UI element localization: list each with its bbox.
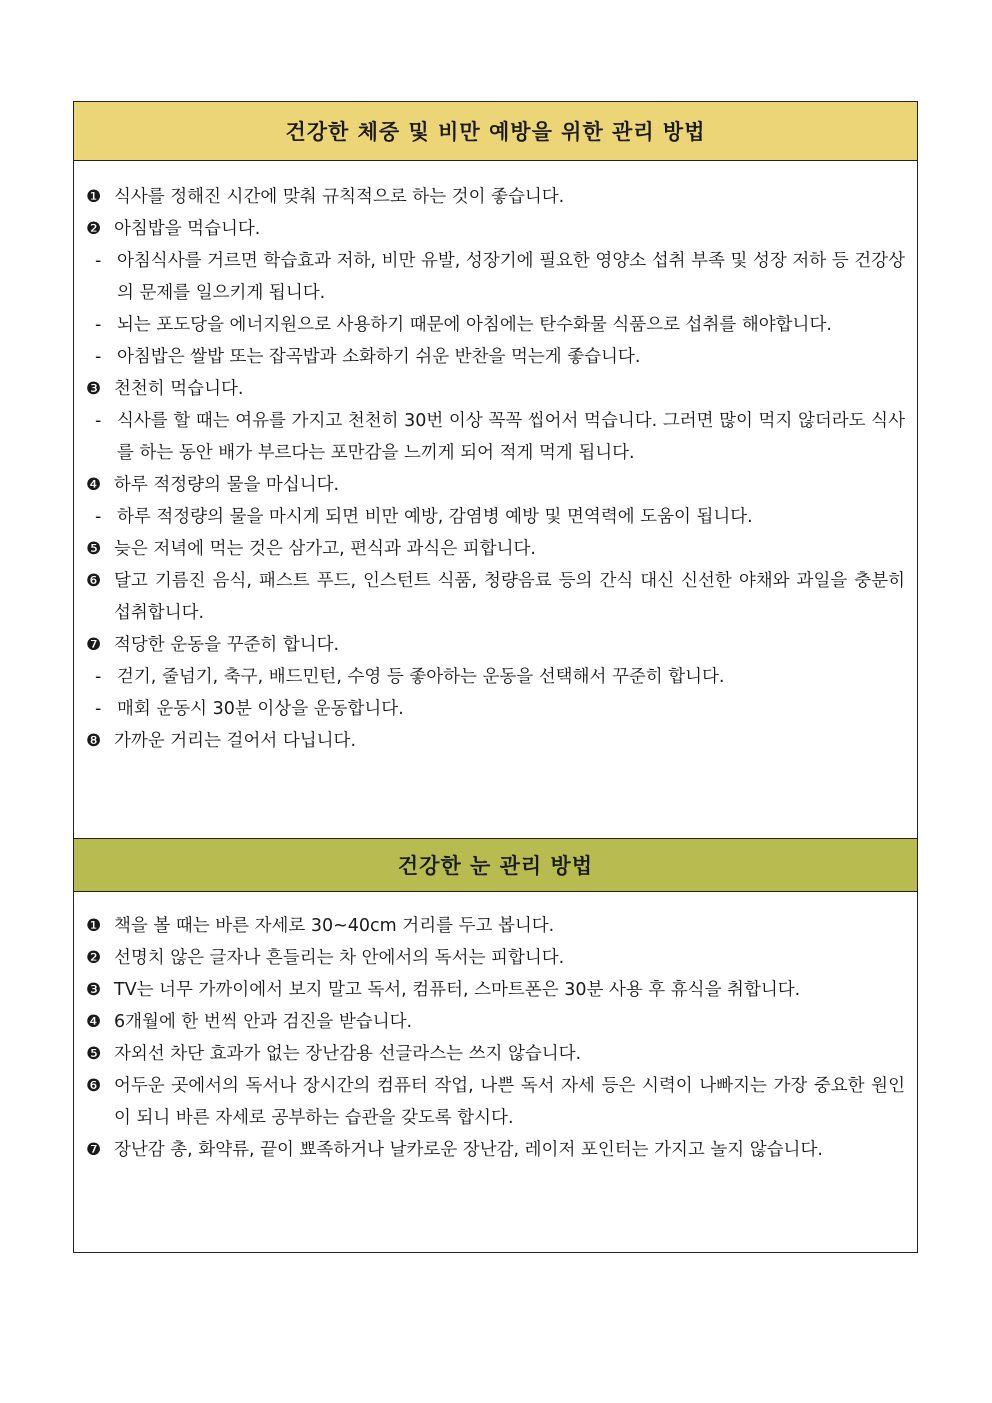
item-text: 자외선 차단 효과가 없는 장난감용 선글라스는 쓰지 않습니다. [114, 1044, 582, 1064]
item-text: 선명치 않은 글자나 흔들리는 차 안에서의 독서는 피합니다. [114, 948, 565, 968]
sub-item [86, 245, 905, 309]
item-text: 식사를 정해진 시간에 맞춰 규칙적으로 하는 것이 좋습니다. [114, 187, 565, 207]
item-text: 아침밥을 먹습니다. [114, 219, 261, 239]
item-text: 적당한 운동을 꾸준히 합니다. [114, 635, 340, 655]
item-number: ❻ [86, 571, 102, 591]
list-item [86, 1070, 905, 1134]
sub-item [86, 341, 905, 373]
item-number: ❼ [86, 1140, 102, 1160]
dash-marker: - [95, 699, 102, 719]
eye-section-title: 건강한 눈 관리 방법 [74, 838, 917, 892]
item-number: ❸ [86, 379, 102, 399]
item-number: ❹ [86, 1012, 102, 1032]
item-text: 책을 볼 때는 바른 자세로 30~40cm 거리를 두고 봅니다. [114, 916, 555, 936]
dash-marker: - [95, 251, 102, 271]
sub-item [86, 661, 905, 693]
item-text: 장난감 총, 화약류, 끝이 뾰족하거나 날카로운 장난감, 레이저 포인터는 가지고 놀지 않습니다. [114, 1140, 823, 1160]
item-number: ❻ [86, 1076, 102, 1096]
item-number: ❺ [86, 1044, 102, 1064]
weight-section-body [74, 161, 917, 838]
sub-item-text: 뇌는 포도당을 에너지원으로 사용하기 때문에 아침에는 탄수화물 식품으로 섭취를 해야합니다. [117, 315, 832, 335]
item-text: 하루 적정량의 물을 마십니다. [114, 475, 340, 495]
item-text: 어두운 곳에서의 독서나 장시간의 컴퓨터 작업, 나쁜 독서 자세 등은 시력이 나빠지는 가장 중요한 원인이 되니 바른 자세로 공부하는 습관을 갖도록 합시다. [114, 1076, 905, 1128]
item-text: 늦은 저녁에 먹는 것은 삼가고, 편식과 과식은 피합니다. [114, 539, 536, 559]
list-item [86, 565, 905, 629]
item-number: ❶ [86, 187, 102, 207]
item-number: ❷ [86, 219, 102, 239]
item-number: ❼ [86, 635, 102, 655]
sub-item-text: 매회 운동시 30분 이상을 운동합니다. [117, 699, 404, 719]
list-item [86, 1134, 905, 1166]
dash-marker: - [95, 507, 102, 527]
sub-item-text: 아침식사를 거르면 학습효과 저하, 비만 유발, 성장기에 필요한 영양소 섭취 부족 및 성장 저하 등 건강상의 문제를 일으키게 됩니다. [117, 251, 905, 303]
item-number: ❽ [86, 731, 102, 751]
item-text: 천천히 먹습니다. [114, 379, 244, 399]
dash-marker: - [95, 347, 102, 367]
list-item [86, 213, 905, 245]
item-text: 가까운 거리는 걸어서 다닙니다. [114, 731, 357, 751]
sub-item [86, 501, 905, 533]
item-number: ❸ [86, 980, 102, 1000]
item-text: 6개월에 한 번씩 안과 검진을 받습니다. [114, 1012, 413, 1032]
list-item [86, 942, 905, 974]
dash-marker: - [95, 411, 102, 431]
sub-item [86, 405, 905, 469]
sub-item [86, 309, 905, 341]
dash-marker: - [95, 315, 102, 335]
list-item [86, 629, 905, 661]
list-item [86, 974, 905, 1006]
sub-item-text: 아침밥은 쌀밥 또는 잡곡밥과 소화하기 쉬운 반찬을 먹는게 좋습니다. [117, 347, 641, 367]
item-text: TV는 너무 가까이에서 보지 말고 독서, 컴퓨터, 스마트폰은 30분 사용 후 휴식을 취합니다. [114, 980, 801, 1000]
sub-item-text: 식사를 할 때는 여유를 가지고 천천히 30번 이상 꼭꼭 씹어서 먹습니다. 그러면 많이 먹지 않더라도 식사를 하는 동안 배가 부르다는 포만감을 느끼게 되어 적게 먹게 됩니다. [117, 411, 905, 463]
list-item [86, 533, 905, 565]
item-number: ❺ [86, 539, 102, 559]
list-item [86, 910, 905, 942]
list-item [86, 725, 905, 757]
list-item [86, 469, 905, 501]
eye-section-body [74, 892, 917, 1252]
dash-marker: - [95, 667, 102, 687]
item-text: 달고 기름진 음식, 패스트 푸드, 인스턴트 식품, 청량음료 등의 간식 대신 신선한 야채와 과일을 충분히 섭취합니다. [114, 571, 905, 623]
sub-item-text: 하루 적정량의 물을 마시게 되면 비만 예방, 감염병 예방 및 면역력에 도움이 됩니다. [117, 507, 753, 527]
item-number: ❷ [86, 948, 102, 968]
list-item [86, 1006, 905, 1038]
list-item [86, 1038, 905, 1070]
item-number: ❹ [86, 475, 102, 495]
item-number: ❶ [86, 916, 102, 936]
health-guide-table [73, 101, 918, 1253]
list-item [86, 181, 905, 213]
sub-item-text: 걷기, 줄넘기, 축구, 배드민턴, 수영 등 좋아하는 운동을 선택해서 꾸준히 합니다. [117, 667, 725, 687]
list-item [86, 373, 905, 405]
sub-item [86, 693, 905, 725]
weight-section-title: 건강한 체중 및 비만 예방을 위한 관리 방법 [74, 102, 917, 161]
